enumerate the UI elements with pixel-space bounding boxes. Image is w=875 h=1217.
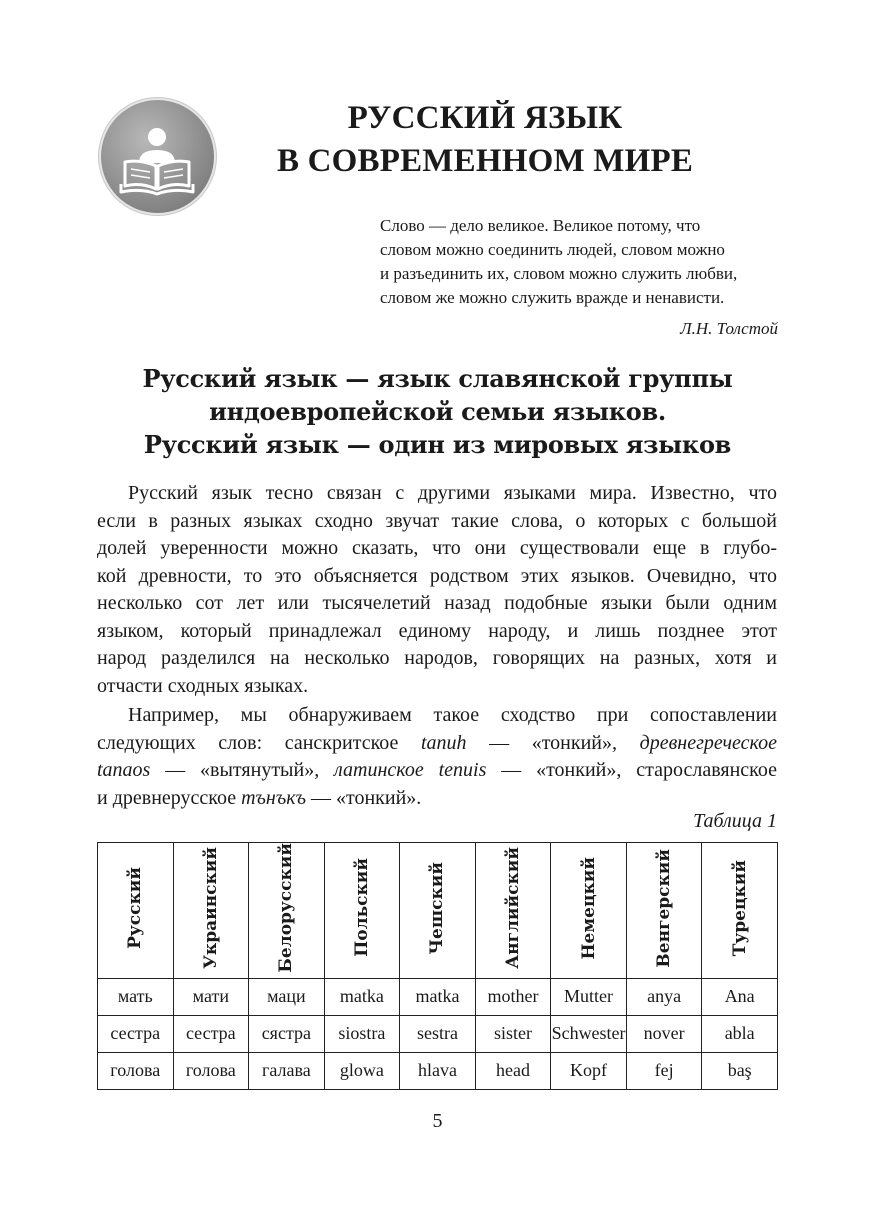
table-cell: sister: [475, 1015, 551, 1052]
column-header-label: Польский: [351, 858, 372, 958]
table-cell: matka: [324, 978, 400, 1015]
table-row: [98, 1052, 778, 1089]
column-header-label: Турецкий: [729, 859, 750, 956]
foreign-word: tanuh: [420, 731, 467, 754]
column-header: [400, 843, 476, 979]
table-cell: nover: [626, 1015, 702, 1052]
column-header: [249, 843, 325, 979]
page-number: 5: [432, 1110, 443, 1132]
text-span: — «тонкий»: [466, 731, 613, 754]
column-header-label: Белорусский: [276, 843, 297, 973]
reading-person-book-icon: [101, 100, 214, 213]
column-header: [324, 843, 400, 979]
column-header: [551, 843, 627, 979]
paragraph-line: Например, мы обнаруживаем такое сходство при сопоставлении: [128, 704, 777, 726]
table-cell: glowa: [324, 1052, 400, 1089]
column-header: [475, 843, 551, 979]
table-cell: baş: [702, 1052, 778, 1089]
epigraph-line: и разъединить их, словом можно служить любви,: [380, 264, 738, 283]
epigraph-line: Слово — дело великое. Великое потому, что: [380, 216, 701, 235]
title-line-1: РУССКИЙ ЯЗЫК: [347, 100, 623, 136]
foreign-word: тънъкъ: [241, 786, 306, 809]
column-header-label: Немецкий: [578, 856, 599, 960]
page-title: [250, 97, 720, 183]
table-cell: сестра: [98, 1015, 174, 1052]
section-heading-line: индоевропейской семьи языков.: [209, 397, 666, 426]
table-row: [98, 978, 778, 1015]
section-heading: [90, 362, 785, 461]
table-cell: siostra: [324, 1015, 400, 1052]
table-cell: anya: [626, 978, 702, 1015]
column-header: [702, 843, 778, 979]
text-span: , латинское: [314, 759, 439, 781]
column-header-label: Английский: [503, 846, 523, 969]
table-cell: голова: [173, 1052, 249, 1089]
table-cell: Schwester: [551, 1015, 627, 1052]
table-cell: fej: [626, 1052, 702, 1089]
paragraph-line: народ разделился на несколько народов, говорящих на разных, хотя и: [97, 647, 777, 669]
title-line-2: В СОВРЕМЕННОМ МИРЕ: [276, 143, 694, 179]
epigraph: [380, 214, 780, 341]
epigraph-line: словом же можно служить вражде и ненависти.: [380, 288, 725, 307]
epigraph-line: словом можно соединить людей, словом можно: [380, 240, 725, 259]
table-cell: Mutter: [551, 978, 627, 1015]
column-header-label: Чешский: [427, 861, 448, 955]
paragraph-line: кой древности, то это объясняется родством этих языков. Очевидно, что: [97, 564, 777, 587]
table-cell: мать: [98, 978, 174, 1015]
section-heading-line: Русский язык — один из мировых языков: [143, 430, 732, 459]
column-header-label: Русский: [125, 866, 146, 949]
text-span: — «вытянутый»: [150, 759, 315, 781]
text-span: — «тонкий», старославянское: [486, 759, 777, 781]
table-header-row: [98, 843, 778, 979]
column-header: [98, 843, 174, 979]
text-span: и древнерусское: [97, 786, 242, 809]
paragraph-line: языком, который принадлежал единому народу, и лишь позднее этот: [97, 619, 777, 642]
column-header: [626, 843, 702, 979]
table-cell: Kopf: [551, 1052, 627, 1089]
paragraph-line: если в разных языках сходно звучат такие слова, о которых с большой: [97, 509, 777, 532]
body-text: [97, 480, 777, 812]
foreign-word: tenuis: [438, 759, 487, 781]
table-caption: Таблица 1: [693, 810, 777, 832]
table-cell: head: [475, 1052, 551, 1089]
table-cell: Ana: [702, 978, 778, 1015]
paragraph-line: [97, 757, 777, 785]
table-cell: маци: [249, 978, 325, 1015]
column-header-label: Украинский: [200, 846, 221, 969]
text-span: — «тонкий».: [305, 786, 422, 809]
paragraph-line: Русский язык тесно связан с другими языками мира. Известно, что: [128, 482, 777, 504]
section-heading-line: Русский язык — язык славянской группы: [142, 364, 733, 393]
column-header-label: Венгерский: [654, 848, 675, 968]
column-header: [173, 843, 249, 979]
text-span: следующих слов: санскритское: [97, 731, 421, 754]
table-cell: сястра: [249, 1015, 325, 1052]
table-cell: галава: [249, 1052, 325, 1089]
paragraph-line: долей уверенности можно сказать, что они существовали еще в глубо-: [97, 537, 777, 559]
paragraph-line: [97, 730, 777, 758]
table-cell: hlava: [400, 1052, 476, 1089]
table-cell: matka: [400, 978, 476, 1015]
language-comparison-table: [97, 842, 778, 1090]
table-row: [98, 1015, 778, 1052]
table-cell: голова: [98, 1052, 174, 1089]
foreign-word: tanaos: [97, 759, 151, 781]
table-cell: sestra: [400, 1015, 476, 1052]
table-cell: мати: [173, 978, 249, 1015]
paragraph-line: несколько сот лет или тысячелетий назад подобные языки были одним: [97, 592, 777, 614]
table-cell: abla: [702, 1015, 778, 1052]
text-span: , древнегреческое: [612, 731, 777, 754]
table-cell: mother: [475, 978, 551, 1015]
table-cell: сестра: [173, 1015, 249, 1052]
paragraph-line: отчасти сходных языках.: [97, 674, 309, 697]
epigraph-author: Л.Н. Толстой: [680, 319, 778, 338]
